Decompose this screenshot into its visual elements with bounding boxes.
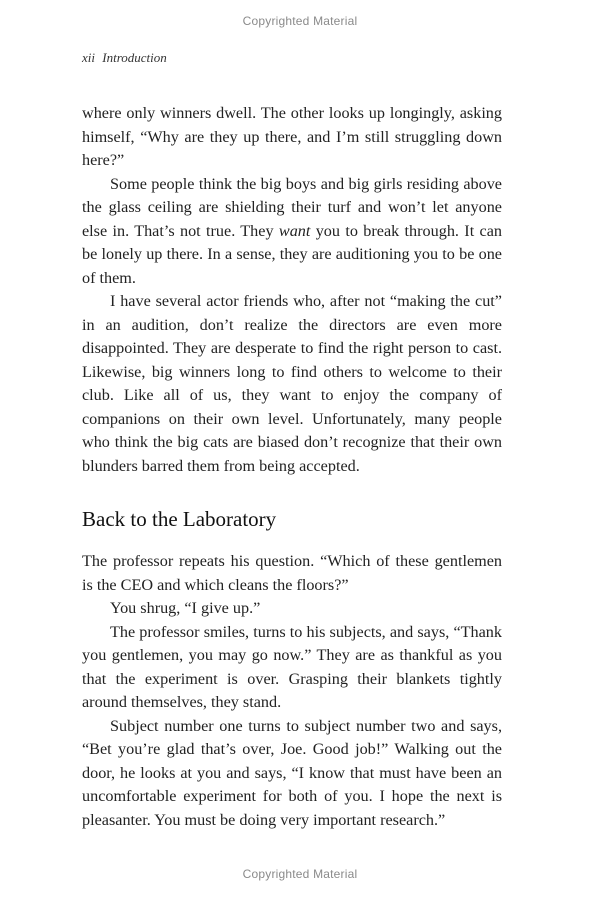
paragraph-4: The professor repeats his question. “Which of these gentlemen is the CEO and which cleans the floors?” [82, 552, 502, 594]
body-text-section-1 [82, 102, 502, 478]
paragraph-3: I have several actor friends who, after not “making the cut” in an audition, don’t realize the directors are even more disappointed. They are desperate to find the right person to cast. Likewise, big winners long to find others to welcome to their club. Like all of us, they want to enjoy the company of companions on their own level. Unfortunately, many people who think the big cats are biased don’t recognize that their own blunders barred them from being accepted. [82, 292, 502, 475]
copyright-watermark-bottom: Copyrighted Material [242, 867, 358, 881]
paragraph-2-part-1: Some people think the big boys and big girls residing above the glass ceiling are shielding their turf and won’t let anyone else in. That’s not true. They [82, 174, 502, 240]
paragraph-6: The professor smiles, turns to his subjects, and says, “Thank you gentlemen, you may go now.” They are as thankful as you that the experiment is over. Grasping their blankets tightly around themselves, they stand. [82, 622, 502, 711]
emphasis-want: want [278, 221, 311, 240]
copyright-watermark-top: Copyrighted Material [242, 14, 358, 28]
paragraph-1: where only winners dwell. The other looks up longingly, asking himself, “Why are they up there, and I’m still struggling down here?” [82, 104, 502, 169]
paragraph-5: You shrug, “I give up.” [110, 599, 261, 617]
running-head [82, 50, 167, 66]
section-heading: Back to the Laboratory [82, 507, 277, 531]
paragraph-2-part-2: you to break through. It can be lonely up there. In a sense, they are auditioning you to be one of them. [82, 221, 502, 287]
page-number: xii [82, 50, 95, 65]
chapter-title: Introduction [102, 50, 167, 65]
paragraph-7: Subject number one turns to subject number two and says, “Bet you’re glad that’s over, Joe. Good job!” Walking out the door, he looks at you and says, “I know that must have been an uncomfortable experiment for both of you. I hope the next is pleasanter. You must be doing very important research.” [82, 716, 502, 829]
paragraph-2 [82, 173, 502, 291]
body-text-section-2 [82, 550, 502, 832]
